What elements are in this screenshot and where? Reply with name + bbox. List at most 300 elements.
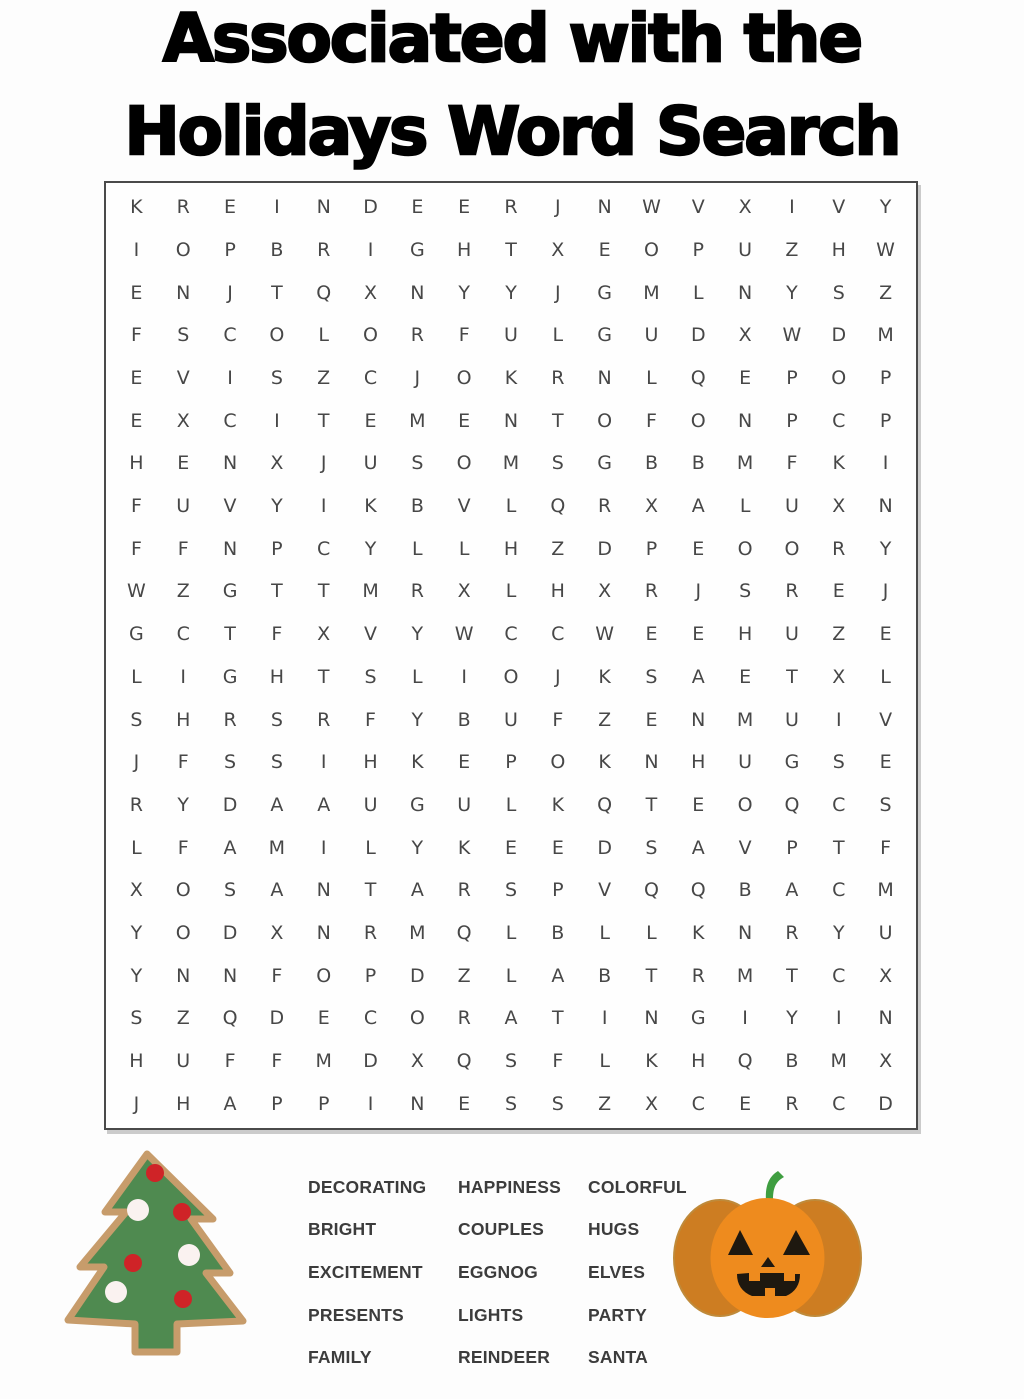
grid-cell: A <box>551 964 565 987</box>
grid-cell: G <box>690 1007 706 1030</box>
grid-cell: F <box>880 836 892 859</box>
grid-cell: D <box>410 964 425 987</box>
grid-cell: P <box>879 409 892 432</box>
grid-cell: X <box>644 495 658 518</box>
grid-cell: I <box>367 239 374 262</box>
grid-cell: E <box>458 196 471 219</box>
grid-cell: N <box>738 921 753 944</box>
grid-cell: I <box>227 367 233 390</box>
word-list-item: PRESENTS <box>308 1304 404 1325</box>
grid-cell: R <box>129 793 143 816</box>
grid-cell: X <box>270 452 284 475</box>
grid-cell: V <box>176 367 190 390</box>
grid-cell: L <box>739 495 751 518</box>
grid-cell: T <box>271 281 283 304</box>
grid-cell: C <box>223 409 237 432</box>
grid-cell: Q <box>690 879 706 902</box>
grid-cell: K <box>598 751 611 774</box>
grid-cell: S <box>504 1092 518 1115</box>
grid-cell: W <box>595 623 615 646</box>
grid-cell: P <box>552 879 564 902</box>
grid-cell: Z <box>457 964 471 987</box>
grid-cell: D <box>222 793 238 816</box>
grid-cell: P <box>645 537 658 560</box>
grid-cell: N <box>316 921 331 944</box>
grid-cell: X <box>738 324 752 347</box>
grid-cell: N <box>644 751 659 774</box>
word-list-item: EGGNOG <box>458 1261 538 1282</box>
grid-cell: S <box>504 1049 518 1072</box>
grid-cell: N <box>316 879 331 902</box>
grid-cell: X <box>317 623 331 646</box>
grid-cell: H <box>176 708 191 731</box>
grid-cell: R <box>598 495 612 518</box>
grid-cell: F <box>271 964 283 987</box>
grid-cell: M <box>268 836 286 859</box>
grid-cell: O <box>550 751 566 774</box>
word-list-item: FAMILY <box>308 1347 372 1368</box>
grid-cell: M <box>830 1049 847 1072</box>
grid-cell: H <box>550 580 565 603</box>
grid-cell: A <box>270 879 284 902</box>
grid-cell: J <box>414 367 421 390</box>
grid-cell: Y <box>177 793 190 816</box>
word-list-item: BRIGHT <box>308 1219 377 1240</box>
grid-cell: U <box>363 452 378 475</box>
grid-cell: T <box>505 239 517 262</box>
grid-cell: G <box>409 793 425 816</box>
grid-cell: Y <box>458 281 470 304</box>
grid-cell: E <box>739 367 752 390</box>
grid-cell: S <box>551 452 564 475</box>
grid-cell: O <box>456 452 472 475</box>
grid-cell: S <box>645 665 658 688</box>
grid-cell: F <box>458 324 470 347</box>
grid-cell: E <box>458 751 471 774</box>
grid-cell: I <box>742 1007 748 1030</box>
grid-cell: I <box>180 665 187 688</box>
grid-cell: K <box>645 1049 658 1072</box>
grid-cell: B <box>270 239 284 262</box>
grid-cell: G <box>409 239 425 262</box>
grid-cell: O <box>597 409 613 432</box>
grid-cell: R <box>457 879 471 902</box>
grid-cell: R <box>317 239 331 262</box>
grid-cell: S <box>224 751 237 774</box>
grid-cell: A <box>410 879 424 902</box>
grid-cell: L <box>646 367 657 390</box>
grid-cell: E <box>364 409 377 432</box>
grid-cell: X <box>832 665 846 688</box>
grid-cell: K <box>504 367 518 390</box>
word-list <box>308 1166 708 1379</box>
grid-cell: L <box>505 580 517 603</box>
grid-cell: W <box>642 196 661 219</box>
grid-cell: T <box>271 580 283 603</box>
grid-cell: R <box>691 964 705 987</box>
grid-cell: D <box>690 324 706 347</box>
grid-cell: E <box>879 623 892 646</box>
grid-cell: K <box>457 836 471 859</box>
word-list-item: DECORATING <box>308 1176 427 1197</box>
grid-cell: A <box>223 836 237 859</box>
grid-cell: Y <box>786 1007 798 1030</box>
grid-cell: E <box>130 367 143 390</box>
grid-cell: R <box>785 1092 799 1115</box>
grid-cell: U <box>176 495 191 518</box>
grid-cell: Y <box>271 495 283 518</box>
grid-cell: T <box>364 879 377 902</box>
grid-cell: Q <box>643 879 659 902</box>
grid-cell: W <box>127 580 146 603</box>
grid-cell: V <box>598 879 612 902</box>
grid-cell: S <box>832 281 845 304</box>
grid-cell: L <box>599 921 610 944</box>
grid-cell: S <box>504 879 518 902</box>
grid-cell: E <box>645 708 658 731</box>
grid-cell: P <box>224 239 236 262</box>
grid-cell: P <box>271 1092 283 1115</box>
grid-cell: E <box>177 452 190 475</box>
grid-cell: O <box>316 964 332 987</box>
grid-cell: E <box>692 623 705 646</box>
grid-cell: F <box>552 708 564 731</box>
grid-cell: I <box>835 708 842 731</box>
grid-cell: U <box>784 623 799 646</box>
word-list-item: REINDEER <box>458 1347 551 1368</box>
ornament-red-icon <box>173 1203 191 1221</box>
grid-cell: L <box>412 537 423 560</box>
grid-cell: Z <box>832 623 846 646</box>
grid-cell: S <box>130 1007 143 1030</box>
grid-cell: P <box>505 751 517 774</box>
grid-cell: K <box>364 495 377 518</box>
grid-cell: I <box>882 452 889 475</box>
grid-cell: Y <box>832 921 845 944</box>
grid-cell: E <box>411 196 424 219</box>
grid-cell: X <box>410 1049 424 1072</box>
grid-cell: L <box>458 537 470 560</box>
grid-cell: H <box>691 751 706 774</box>
word-list-item: HAPPINESS <box>458 1176 561 1197</box>
grid-cell: Y <box>411 623 424 646</box>
grid-cell: D <box>878 1092 893 1115</box>
grid-cell: H <box>129 1049 144 1072</box>
grid-cell: O <box>363 324 378 347</box>
grid-cell: H <box>503 537 519 560</box>
grid-cell: G <box>597 452 612 475</box>
grid-cell: N <box>410 1092 425 1115</box>
grid-cell: N <box>597 367 612 390</box>
grid-cell: U <box>784 495 799 518</box>
grid-cell: F <box>130 324 142 347</box>
grid-cell: C <box>832 1092 846 1115</box>
grid-cell: N <box>738 409 753 432</box>
grid-cell: Q <box>316 281 332 304</box>
grid-cell: S <box>270 367 283 390</box>
grid-cell: T <box>552 409 564 432</box>
grid-cell: L <box>131 665 142 688</box>
grid-cell: R <box>410 580 424 603</box>
grid-cell: Q <box>784 793 800 816</box>
grid-cell: C <box>551 623 565 646</box>
grid-cell: A <box>504 1007 518 1030</box>
grid-cell: E <box>224 196 237 219</box>
grid-cell: Y <box>411 708 424 731</box>
grid-cell: F <box>365 708 376 731</box>
grid-cell: U <box>738 239 753 262</box>
grid-cell: P <box>786 367 798 390</box>
grid-cell: Q <box>456 1049 472 1072</box>
grid-cell: C <box>223 324 237 347</box>
grid-cell: S <box>224 879 237 902</box>
grid-cell: P <box>786 409 798 432</box>
grid-cell: D <box>597 836 612 859</box>
title-line-2: Holidays Word Search <box>124 93 900 170</box>
grid-cell: L <box>412 665 423 688</box>
grid-cell: I <box>133 239 140 262</box>
grid-cell: M <box>736 708 754 731</box>
grid-cell: T <box>832 836 845 859</box>
grid-cell: Z <box>176 580 190 603</box>
grid-cell: Y <box>411 836 424 859</box>
grid-cell: N <box>222 452 238 475</box>
grid-cell: U <box>738 751 753 774</box>
word-list-item: ELVES <box>588 1261 646 1282</box>
grid-cell: L <box>505 793 517 816</box>
grid-cell: K <box>598 665 611 688</box>
grid-cell: R <box>363 921 378 944</box>
grid-cell: K <box>130 196 143 219</box>
grid-cell: W <box>876 239 895 262</box>
grid-cell: V <box>832 196 846 219</box>
grid-cell: O <box>643 239 659 262</box>
grid-cell: R <box>504 196 518 219</box>
grid-cell: G <box>222 665 238 688</box>
grid-cell: L <box>692 281 704 304</box>
grid-cell: V <box>738 836 752 859</box>
grid-cell: C <box>176 623 190 646</box>
grid-cell: Y <box>879 537 892 560</box>
grid-cell: F <box>224 1049 236 1072</box>
grid-cell: H <box>269 665 285 688</box>
ornament-white-icon <box>127 1199 149 1221</box>
grid-cell: F <box>552 1049 564 1072</box>
grid-cell: S <box>879 793 892 816</box>
grid-cell: Q <box>690 367 706 390</box>
grid-cell: V <box>457 495 471 518</box>
grid-cell: C <box>363 367 378 390</box>
grid-cell: B <box>644 452 658 475</box>
ornament-red-icon <box>146 1164 164 1182</box>
grid-cell: I <box>274 196 280 219</box>
grid-cell: P <box>786 836 798 859</box>
word-list-item: HUGS <box>588 1219 640 1240</box>
grid-cell: E <box>645 623 658 646</box>
grid-cell: E <box>317 1007 330 1030</box>
grid-cell: C <box>832 409 846 432</box>
grid-cell: Z <box>176 1007 190 1030</box>
grid-cell: H <box>457 239 472 262</box>
grid-cell: N <box>597 196 612 219</box>
grid-cell: V <box>879 708 893 731</box>
grid-cell: A <box>785 879 799 902</box>
grid-cell: R <box>832 537 846 560</box>
grid-cell: R <box>223 708 237 731</box>
grid-cell: P <box>317 1092 330 1115</box>
grid-cell: I <box>320 836 327 859</box>
grid-cell: I <box>320 751 327 774</box>
grid-cell: G <box>597 324 612 347</box>
grid-cell: E <box>130 281 143 304</box>
ornament-red-icon <box>174 1290 192 1308</box>
grid-cell: B <box>738 879 752 902</box>
grid-cell: N <box>738 281 753 304</box>
grid-cell: T <box>786 964 798 987</box>
grid-cell: G <box>597 281 612 304</box>
grid-cell: X <box>738 196 752 219</box>
word-list-item: COLORFUL <box>588 1176 687 1197</box>
grid-cell: U <box>363 793 378 816</box>
grid-cell: A <box>691 836 705 859</box>
grid-cell: X <box>176 409 190 432</box>
grid-cell: E <box>739 665 752 688</box>
grid-cell: I <box>461 665 467 688</box>
word-list-item: LIGHTS <box>458 1304 524 1325</box>
grid-cell: Z <box>785 239 799 262</box>
grid-cell: S <box>645 836 658 859</box>
grid-cell: O <box>690 409 706 432</box>
grid-cell: R <box>785 921 799 944</box>
grid-cell: R <box>551 367 565 390</box>
grid-cell: G <box>784 751 800 774</box>
grid-cell: E <box>739 1092 752 1115</box>
grid-cell: U <box>504 708 518 731</box>
grid-cell: J <box>555 196 561 219</box>
grid-cell: R <box>317 708 331 731</box>
grid-cell: T <box>317 409 330 432</box>
grid-cell: Z <box>551 537 565 560</box>
grid-cell: T <box>317 580 330 603</box>
grid-cell: O <box>456 367 472 390</box>
grid-cell: R <box>644 580 659 603</box>
grid-cell: N <box>644 1007 659 1030</box>
grid-cell: S <box>270 708 283 731</box>
grid-cell: W <box>782 324 802 347</box>
grid-cell: T <box>645 793 658 816</box>
grid-cell: J <box>555 665 561 688</box>
word-search-grid <box>104 181 918 1130</box>
grid-cell: C <box>317 537 331 560</box>
grid-cell: M <box>409 409 426 432</box>
grid-cell: Q <box>222 1007 238 1030</box>
grid-cell: L <box>599 1049 610 1072</box>
grid-cell: N <box>691 708 706 731</box>
grid-cell: A <box>270 793 284 816</box>
grid-cell: P <box>364 964 377 987</box>
grid-cell: U <box>878 921 893 944</box>
grid-cell: U <box>176 1049 191 1072</box>
grid-cell: F <box>130 495 142 518</box>
grid-cell: B <box>410 495 424 518</box>
grid-cell: N <box>878 1007 893 1030</box>
grid-cell: O <box>269 324 285 347</box>
grid-cell: M <box>877 324 894 347</box>
grid-cell: J <box>882 580 889 603</box>
grid-cell: R <box>457 1007 471 1030</box>
grid-cell: M <box>409 921 426 944</box>
grid-cell: C <box>691 1092 705 1115</box>
grid-cell: F <box>177 751 189 774</box>
grid-cell: U <box>784 708 799 731</box>
grid-cell: T <box>786 665 798 688</box>
grid-cell: B <box>551 921 565 944</box>
grid-cell: I <box>320 495 327 518</box>
grid-cell: G <box>222 580 238 603</box>
grid-cell: E <box>458 1092 471 1115</box>
grid-cell: D <box>597 537 612 560</box>
grid-cell: B <box>785 1049 799 1072</box>
grid-cell: H <box>831 239 846 262</box>
grid-cell: E <box>879 751 892 774</box>
grid-cell: L <box>505 964 517 987</box>
grid-cell: Q <box>550 495 566 518</box>
grid-cell: T <box>645 964 658 987</box>
grid-cell: N <box>503 409 519 432</box>
grid-cell: Q <box>597 793 613 816</box>
grid-cell: D <box>831 324 847 347</box>
grid-cell: L <box>505 495 517 518</box>
grid-cell: O <box>175 879 191 902</box>
grid-cell: U <box>504 324 518 347</box>
grid-cell: W <box>454 623 474 646</box>
grid-cell: Y <box>505 281 517 304</box>
grid-cell: J <box>695 580 702 603</box>
grid-cell: M <box>736 964 754 987</box>
grid-cell: K <box>692 921 705 944</box>
grid-cell: S <box>739 580 752 603</box>
grid-cell: B <box>691 452 705 475</box>
grid-cell: X <box>551 239 565 262</box>
grid-cell: X <box>364 281 378 304</box>
grid-cell: O <box>175 921 191 944</box>
grid-cell: A <box>317 793 331 816</box>
pumpkin-icon <box>672 1170 864 1320</box>
grid-cell: P <box>271 537 283 560</box>
grid-cell: D <box>363 196 378 219</box>
ornament-white-icon <box>105 1281 127 1303</box>
grid-cell: G <box>129 623 144 646</box>
grid-cell: E <box>504 836 517 859</box>
grid-cell: L <box>365 836 376 859</box>
grid-cell: S <box>551 1092 564 1115</box>
grid-cell: H <box>129 452 144 475</box>
grid-cell: N <box>222 537 238 560</box>
grid-cell: O <box>737 793 753 816</box>
grid-cell: E <box>692 793 705 816</box>
grid-cell: M <box>362 580 379 603</box>
grid-cell: E <box>692 537 705 560</box>
grid-cell: Y <box>364 537 377 560</box>
ornament-white-icon <box>178 1244 200 1266</box>
grid-cell: P <box>879 367 892 390</box>
grid-cell: O <box>737 537 753 560</box>
grid-cell: I <box>789 196 795 219</box>
grid-cell: J <box>555 281 561 304</box>
grid-cell: S <box>364 665 377 688</box>
grid-cell: F <box>271 1049 283 1072</box>
grid-cell: Y <box>130 921 143 944</box>
